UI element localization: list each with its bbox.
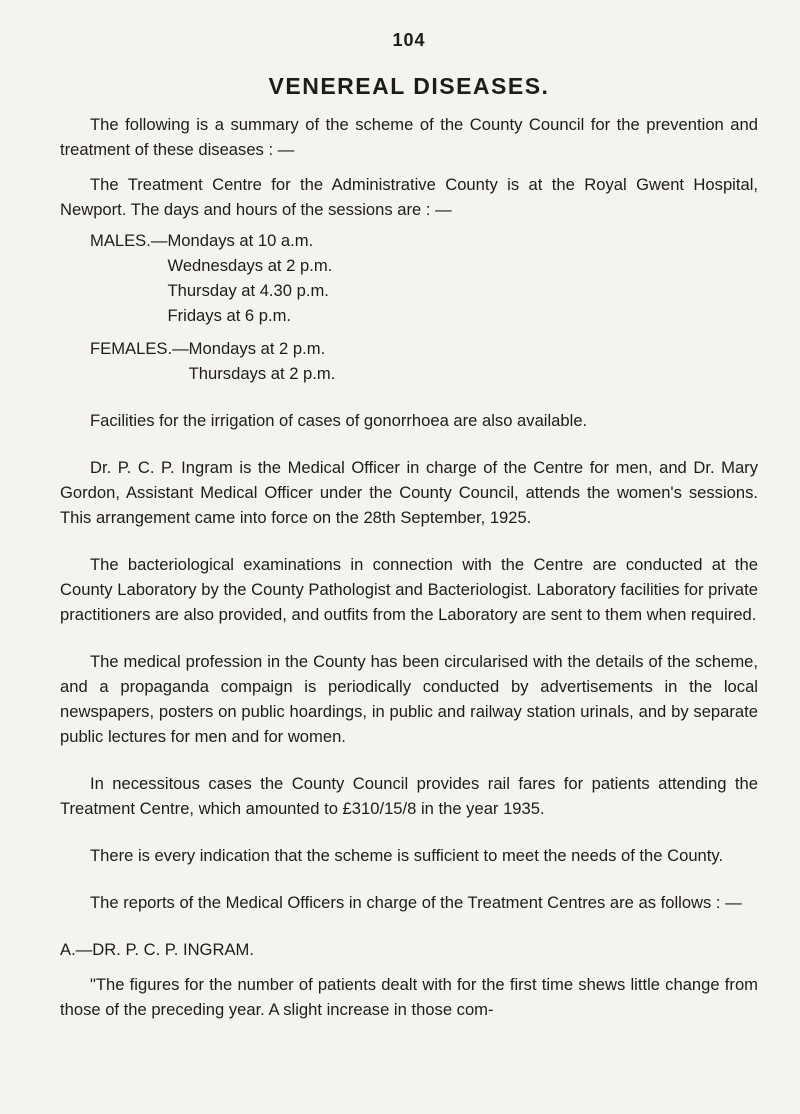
females-label: FEMALES.— <box>90 339 189 358</box>
report-text-paragraph: "The figures for the number of patients dealt with for the first time shews little change from those of the preceding year. A slight increase in those com- <box>60 975 758 1019</box>
males-times <box>167 228 332 328</box>
females-time-2: Thursdays at 2 p.m. <box>188 364 336 383</box>
page-number: 104 <box>392 30 426 50</box>
report-heading: A.—DR. P. C. P. INGRAM. <box>60 940 254 959</box>
males-time-2: Wednesdays at 2 p.m. <box>167 256 333 275</box>
males-time-4: Fridays at 6 p.m. <box>167 306 292 325</box>
reports-intro-paragraph: The reports of the Medical Officers in charge of the Treatment Centres are as follows : — <box>90 893 742 912</box>
sufficiency-paragraph: There is every indication that the scheme is sufficient to meet the needs of the County. <box>90 846 724 865</box>
session-schedule <box>90 228 758 386</box>
males-schedule <box>90 228 758 328</box>
facilities-paragraph: Facilities for the irrigation of cases of gonorrhoea are also available. <box>90 411 588 430</box>
document-page <box>60 30 758 1022</box>
females-schedule <box>90 336 758 386</box>
females-times <box>189 336 336 386</box>
propaganda-paragraph: The medical profession in the County has been circularised with the details of the scheme, and a propaganda compaign is periodically conducted by advertisements in the local newspapers, posters on public hoardings, in public and railway station urinals, and by separate public lectures for men and for women. <box>60 652 758 746</box>
treatment-centre-paragraph: The Treatment Centre for the Administrative County is at the Royal Gwent Hospital, Newport. The days and hours of the sessions are : — <box>60 175 758 219</box>
bacteriological-paragraph: The bacteriological examinations in connection with the Centre are conducted at the County Laboratory by the County Pathologist and Bacteriologist. Laboratory facilities for private practitioners are also provided, and outfits from the Laboratory are sent to them when required. <box>60 555 758 624</box>
females-time-1: Mondays at 2 p.m. <box>188 339 326 358</box>
males-label: MALES.— <box>90 231 168 250</box>
rail-fares-paragraph: In necessitous cases the County Council provides rail fares for patients attending the Treatment Centre, which amounted to £310/15/8 in the year 1935. <box>60 774 758 818</box>
medical-officers-paragraph: Dr. P. C. P. Ingram is the Medical Officer in charge of the Centre for men, and Dr. Mary Gordon, Assistant Medical Officer under the County Council, attends the women's sessions. This arrangement came into force on the 28th September, 1925. <box>60 458 758 527</box>
males-time-1: Mondays at 10 a.m. <box>167 231 314 250</box>
intro-paragraph: The following is a summary of the scheme of the County Council for the prevention and treatment of these diseases : — <box>60 115 758 159</box>
page-title: VENEREAL DISEASES. <box>268 73 550 99</box>
males-time-3: Thursday at 4.30 p.m. <box>167 281 329 300</box>
